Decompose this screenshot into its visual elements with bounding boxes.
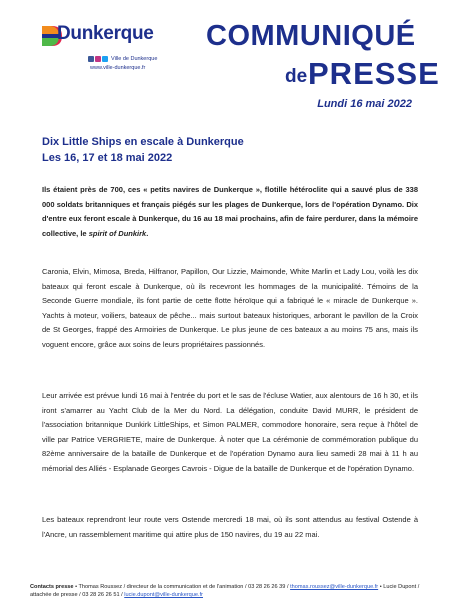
intro-paragraph [42, 183, 418, 241]
press-contacts [30, 583, 422, 599]
instagram-icon[interactable] [95, 56, 101, 62]
release-subtitle: Les 16, 17 et 18 mai 2022 [42, 152, 173, 164]
website-link[interactable]: www.ville-dunkerque.fr [90, 65, 146, 71]
de-heading: de [285, 66, 308, 87]
presse-heading: PRESSE [308, 56, 440, 91]
paragraph-2: Caronia, Elvin, Mimosa, Breda, Hilfranor, Papillon, Our Lizzie, Maimonde, White Marlin et Lady Lou, voilà les dix bateaux qui feront escale à Dunkerque, où ils recevront les hommages de la municipalité. Témoins de la Seconde Guerre mondiale, ils font partie de cette flotte héroïque qui a fabriqué le « miracle de Dunkerque ». Yachts à moteur, voiliers, bateaux de pêche... mais surtout bateaux historiques, arborant le pavillon de la Croix de St Georges, frappé des Armoiries de Dunkerque. Le plus jeune de ces bateaux a au moins 75 ans, mais ils voguent encore, grâce aux soins de leurs propriétaires passionnés. [42, 267, 418, 349]
twitter-icon[interactable] [102, 56, 108, 62]
intro-emphasis: spirit of Dunkirk [88, 228, 147, 238]
contacts-label: Contacts presse [30, 584, 74, 590]
facebook-icon[interactable] [88, 56, 94, 62]
paragraph-3: Leur arrivée est prévue lundi 16 mai à l'entrée du port et le sas de l'écluse Watier, aux alentours de 16 h 30, et ils iront s'amarrer au Yacht Club de la Mer du Nord. La délégation, conduite David MURR, le président de l'association britannique Dunkirk LittleShips, et Simon PALMER, commodore honoraire, sera reçue à l'hôtel de ville par Patrice VERGRIETE, maire de Dunkerque. À noter que La cérémonie de commémoration publique du 82ème anniversaire de la bataille de Dunkerque et de l'opération Dynamo aura lieu samedi 28 mai à 11 h au mémorial des Alliés - Esplanade Georges Cavrois - Digue de la bataille de Dunkerque et de l'opération Dynamo. [42, 391, 418, 473]
contact-1-email[interactable]: thomas.roussez@ville-dunkerque.fr [290, 584, 379, 590]
release-title: Dix Little Ships en escale à Dunkerque [42, 136, 244, 148]
city-logo-text: Dunkerque [57, 23, 154, 44]
paragraph-4: Les bateaux reprendront leur route vers Ostende mercredi 18 mai, où ils sont attendus au festival Ostende à l'Ancre, un rassemblement maritime qui attire plus de 150 navires, du 19 au 22 mai. [42, 515, 418, 539]
social-handle: Ville de Dunkerque [111, 56, 158, 62]
intro-text-a: Ils étaient près de 700, ces « petits navires de Dunkerque », flotille hétéroclite qui a sauvé plus de 338 000 soldats britanniques et français piégés sur les plages de Dunkerque, lors de l'opération Dynamo. Dix d'entre eux feront escale à Dunkerque, du 16 au 18 mai prochains, afin de faire perdurer, dans la mémoire collective, le [42, 185, 418, 238]
intro-text-b: . [146, 228, 149, 238]
contact-2: • Lucie Dupont / attachée de presse / 03 28 26 26 51 / [30, 584, 420, 598]
release-date: Lundi 16 mai 2022 [317, 98, 412, 110]
communique-heading: COMMUNIQUÉ [206, 20, 416, 52]
contact-1: • Thomas Roussez / directeur de la communication et de l'animation / 03 28 26 26 39 / [73, 584, 291, 590]
contact-2-email[interactable]: lucie.dupont@ville-dunkerque.fr [124, 592, 203, 598]
